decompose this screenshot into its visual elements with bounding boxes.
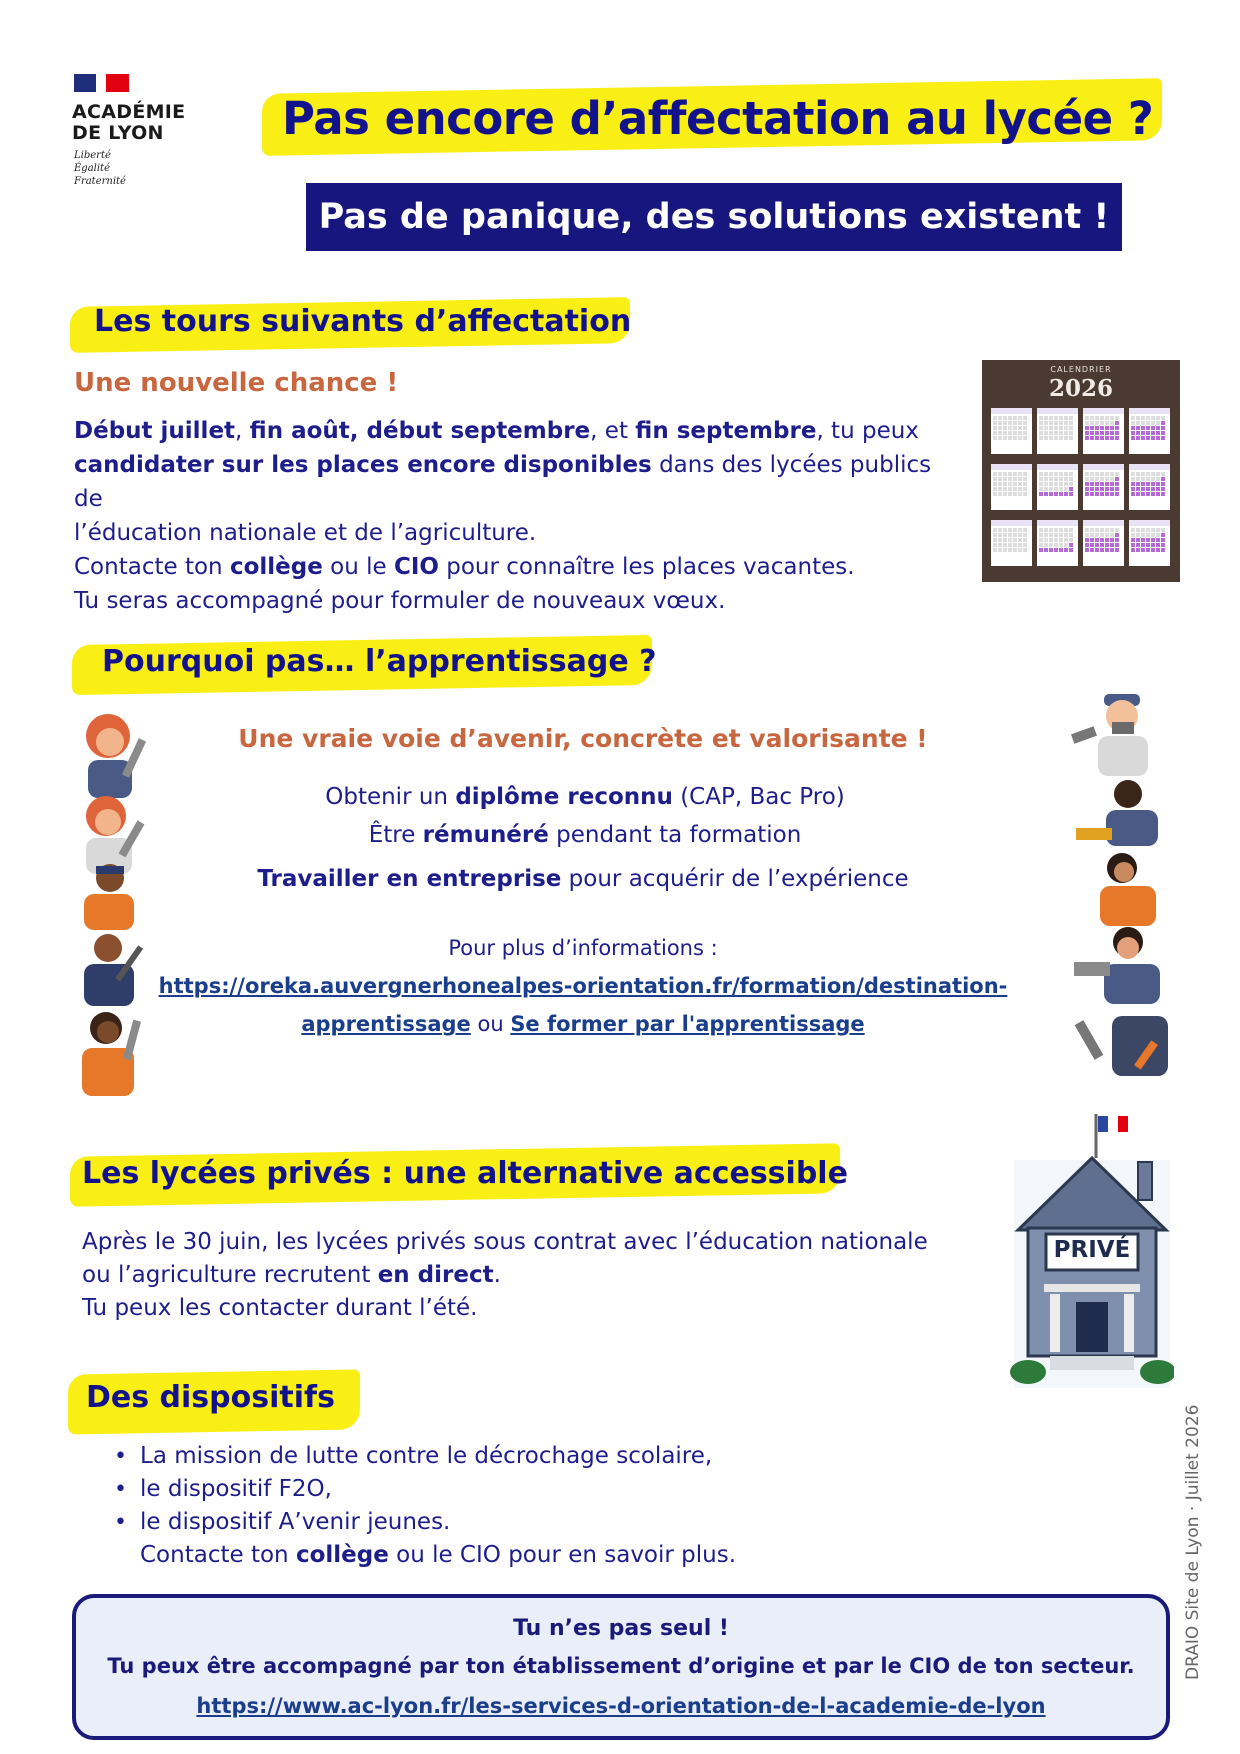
contact-line: Contacte ton collège ou le CIO pour en savoir plus. [140,1542,737,1568]
section2-tagline: Une vraie voie d’avenir, concrète et valorisante ! [238,724,928,753]
calendar-icon [982,360,1180,582]
section4-title: Des dispositifs [86,1380,335,1415]
dispositifs-list [102,1440,922,1572]
section3-body: Après le 30 juin, les lycées privés sous contrat avec l’éducation nationale ou l’agriculture recrutent en direct. Tu peux les contacter durant l’été. [82,1229,928,1321]
worker-icon [1074,927,1160,1004]
section1-title: Les tours suivants d’affectation [94,304,632,339]
section3-title: Les lycées privés : une alternative accessible [82,1156,848,1191]
calendar-month [1037,520,1078,566]
list-item: • le dispositif F2O, [102,1473,922,1506]
oreka-link[interactable]: https://oreka.auvergnerhonealpes-orientation.fr/formation/destination- [158,974,1008,998]
subtitle-banner: Pas de panique, des solutions existent ! [306,183,1122,251]
calendar-month [1083,464,1124,510]
benefit-salary: Être rémunéré pendant ta formation [368,822,802,848]
worker-icon [1076,780,1158,846]
info-box [72,1594,1170,1740]
not-alone-text: Tu n’es pas seul ! [513,1616,729,1641]
benefit-company: Travailler en entreprise pour acquérir de l’expérience [257,866,909,892]
calendar-month [1083,520,1124,566]
list-item: • le dispositif A’venir jeunes. [102,1506,922,1539]
workers-right-illustration [1064,690,1174,1086]
motto-fraternite: Fraternité [74,176,126,187]
more-info-label: Pour plus d’informations : [448,936,718,960]
section1-body: Début juillet, fin août, début septembre, et fin septembre, tu peux candidater sur les places encore disponibles dans des lycées publics de l’éducation nationale et de l’agriculture. Contacte ton collège ou le CIO pour connaître les places vacantes. Tu seras accompagné pour formuler de nouveaux vœux. [74,418,932,614]
or-text: ou [470,1012,511,1036]
calendar-month [1083,408,1124,454]
section1-tagline: Une nouvelle chance ! [74,368,399,398]
calendar-month [1037,464,1078,510]
section2-title: Pourquoi pas… l’apprentissage ? [102,644,657,679]
oreka-link-end[interactable]: apprentissage [301,1012,471,1036]
calendar-month [991,464,1032,510]
calendar-month [1037,408,1078,454]
benefit-diploma: Obtenir un diplôme reconnu (CAP, Bac Pro) [325,784,845,810]
support-text: Tu peux être accompagné par ton établissement d’origine et par le CIO de ton secteur. [107,1654,1135,1678]
link-line2 [0,1012,1166,1036]
info-link-wrap [76,1694,1166,1718]
side-note: DRAIO Site de Lyon · Juillet 2026 [1183,1404,1203,1680]
motto-liberte: Liberté [74,150,111,161]
calendar-month [991,520,1032,566]
worker-icon [1100,853,1156,926]
calendar-month [1129,520,1170,566]
calendar-month [1129,408,1170,454]
marianne-flag-icon [74,74,129,92]
calendar-year: 2026 [1048,375,1113,402]
se-former-link[interactable]: Se former par l'apprentissage [510,1012,865,1036]
calendar-label: CALENDRIER [1050,365,1112,374]
calendar-month [1129,464,1170,510]
motto-egalite: Égalité [74,163,110,174]
calendar-month [991,408,1032,454]
worker-icon [1071,694,1148,776]
ac-lyon-link[interactable]: https://www.ac-lyon.fr/les-services-d-orientation-de-l-academie-de-lyon [196,1694,1046,1718]
logo-line2: DE LYON [72,122,164,144]
academie-logo [60,58,208,208]
list-item: • La mission de lutte contre le décrochage scolaire, [102,1440,922,1473]
page-title: Pas encore d’affectation au lycée ? [282,92,1154,145]
link-line1 [0,974,1166,998]
prive-sign: PRIVÉ [1053,1237,1131,1263]
workers-left-illustration [70,708,170,1104]
worker-icon [1075,1016,1168,1076]
logo-line1: ACADÉMIE [72,101,186,123]
